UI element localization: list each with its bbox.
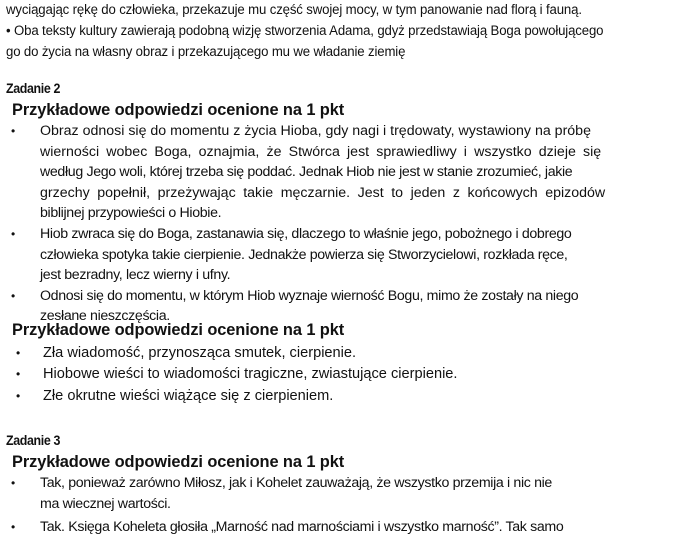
text-line: grzechy popełnił, przeżywając takie męczarnie. Jest to jeden z końcowych epizodów — [40, 184, 606, 201]
list-item — [0, 224, 640, 286]
task-2-title: Zadanie 2 — [6, 81, 60, 96]
list-item-text — [40, 224, 640, 286]
list-item-text — [40, 517, 563, 538]
text-line: zesłane nieszczęścia. — [40, 308, 170, 325]
task-3-title: Zadanie 3 — [6, 433, 60, 448]
text-line: człowieka spotyka takie cierpienie. Jednakże powierza się Stworzycielowi, rozkłada ręce, — [40, 246, 568, 263]
list-item — [0, 364, 457, 385]
task-2-section-2-heading: Przykładowe odpowiedzi ocenione na 1 pkt — [12, 321, 345, 339]
intro-line: go do życia na własny obraz i przekazującego mu we władanie ziemię — [6, 44, 406, 60]
bullet-icon: • — [11, 226, 16, 241]
bullet-icon: • — [16, 346, 21, 360]
list-item-text — [40, 121, 640, 224]
task-2-section-2-list — [0, 343, 457, 407]
list-item-text: Hiobowe wieści to wiadomości tragiczne, zwiastujące cierpienie. — [43, 366, 458, 383]
task-2-section-1-heading: Przykładowe odpowiedzi ocenione na 1 pkt — [12, 101, 345, 119]
list-item — [0, 473, 563, 514]
list-item — [0, 121, 640, 224]
intro-line: • Oba teksty kultury zawierają podobną wizję stworzenia Adama, gdyż przedstawiają Boga powołującego — [6, 23, 604, 39]
list-item — [0, 343, 457, 364]
text-line: wierności wobec Boga, oznajmia, że Stwórca jest sprawiedliwy i wszystko dzieje się — [40, 143, 602, 160]
task-3-section-1-heading: Przykładowe odpowiedzi ocenione na 1 pkt — [12, 453, 345, 471]
task-2-section-1-list — [0, 121, 640, 327]
list-item-text: Zła wiadomość, przynosząca smutek, cierpienie. — [43, 345, 357, 361]
text-line: Obraz odnosi się do momentu z życia Hioba, gdy nagi i trędowaty, wystawiony na próbę — [40, 123, 591, 139]
bullet-icon: • — [11, 520, 16, 535]
bullet-icon: • — [16, 388, 21, 403]
intro-line: wyciągając rękę do człowieka, przekazuje mu część swojej mocy, w tym panowanie nad florą i fauną. — [6, 2, 582, 18]
text-line: biblijnej przypowieści o Hiobie. — [40, 205, 222, 222]
bullet-icon: • — [11, 476, 16, 490]
text-line: Odnosi się do momentu, w którym Hiob wyznaje wierność Bogu, mimo że zostały na niego — [40, 287, 579, 304]
task-3-section-1-list — [0, 473, 563, 538]
list-item — [0, 386, 457, 407]
bullet-icon: • — [11, 124, 16, 138]
list-item — [0, 517, 563, 538]
list-item-text: Złe okrutne wieści wiążące się z cierpieniem. — [43, 387, 334, 404]
list-item-text — [40, 473, 563, 514]
text-line: według Jego woli, której trzeba się poddać. Jednak Hiob nie jest w stanie zrozumieć, jakie — [40, 164, 573, 181]
text-line: Hiob zwraca się do Boga, zastanawia się, dlaczego to właśnie jego, pobożnego i dobrego — [40, 225, 572, 242]
text-line: Tak, ponieważ zarówno Miłosz, jak i Kohelet zauważają, że wszystko przemija i nic nie — [40, 475, 552, 491]
text-line: jest bezradny, lecz wierny i ufny. — [40, 267, 231, 284]
text-line: Tak. Księga Koheleta głosiła „Marność nad marnościami i wszystko marność”. Tak samo — [40, 519, 564, 536]
intro-paragraph — [6, 0, 648, 63]
text-line: ma wiecznej wartości. — [40, 495, 171, 512]
bullet-icon: • — [11, 288, 16, 303]
bullet-icon: • — [16, 367, 21, 382]
